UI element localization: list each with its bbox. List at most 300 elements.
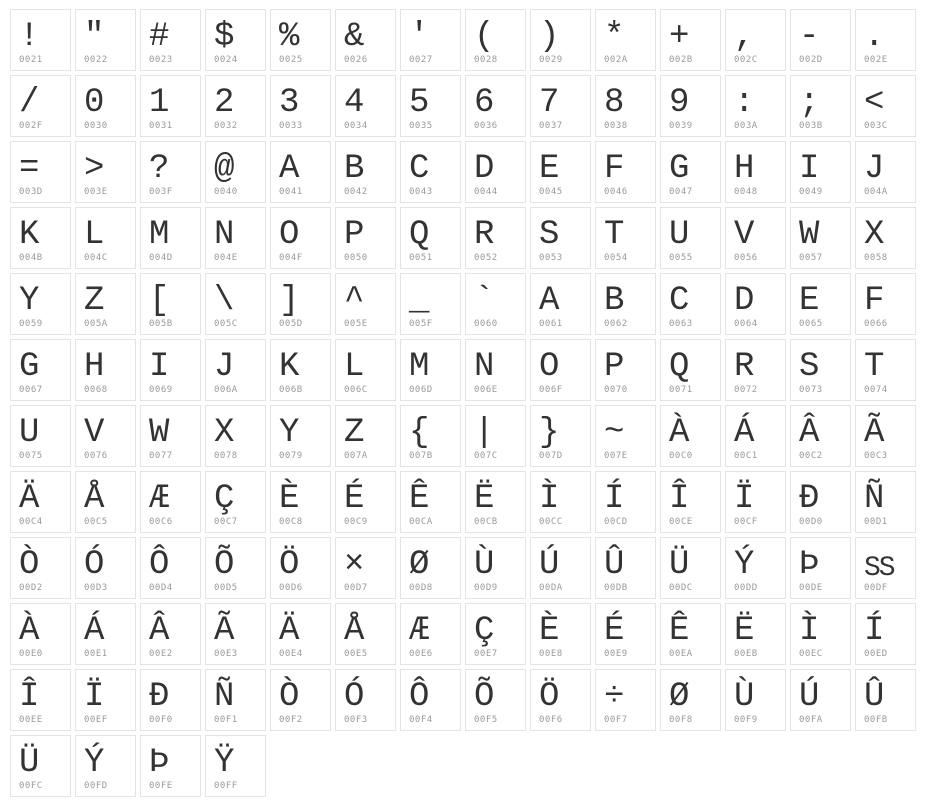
glyph-code: 003B xyxy=(799,121,823,131)
glyph-cell xyxy=(270,339,331,401)
glyph-cell xyxy=(205,339,266,401)
glyph-cell xyxy=(10,273,71,335)
glyph: \ xyxy=(214,281,235,320)
glyph-cell xyxy=(465,405,526,467)
glyph-code: 00D1 xyxy=(864,517,888,527)
glyph: È xyxy=(539,611,560,650)
glyph-cell xyxy=(855,9,916,71)
glyph: Ì xyxy=(539,479,560,518)
glyph-cell xyxy=(530,405,591,467)
glyph: B xyxy=(604,281,625,320)
glyph: Ë xyxy=(734,611,755,650)
glyph-cell xyxy=(855,405,916,467)
glyph-code: 00CA xyxy=(409,517,433,527)
glyph: V xyxy=(84,413,105,452)
glyph-cell xyxy=(270,537,331,599)
glyph: . xyxy=(864,17,885,56)
glyph-cell xyxy=(660,9,721,71)
glyph: 7 xyxy=(539,83,560,122)
glyph-code: 007E xyxy=(604,451,628,461)
glyph: = xyxy=(19,149,40,188)
glyph-cell xyxy=(855,339,916,401)
glyph: Õ xyxy=(474,677,495,716)
glyph: ) xyxy=(539,17,560,56)
glyph-cell xyxy=(335,207,396,269)
glyph-code: 00DE xyxy=(799,583,823,593)
glyph-code: 007D xyxy=(539,451,563,461)
glyph: N xyxy=(214,215,235,254)
glyph-code: 00D6 xyxy=(279,583,303,593)
glyph-code: 002E xyxy=(864,55,888,65)
glyph-code: 005B xyxy=(149,319,173,329)
glyph: P xyxy=(344,215,365,254)
glyph-code: 00E2 xyxy=(149,649,173,659)
glyph: U xyxy=(669,215,690,254)
glyph-code: 003A xyxy=(734,121,758,131)
glyph-code: 0067 xyxy=(19,385,43,395)
glyph: U xyxy=(19,413,40,452)
glyph-cell xyxy=(595,75,656,137)
glyph: Ê xyxy=(409,479,430,518)
glyph: # xyxy=(149,17,170,56)
glyph-cell xyxy=(790,405,851,467)
glyph-code: 0042 xyxy=(344,187,368,197)
glyph-code: 00CC xyxy=(539,517,563,527)
glyph-cell xyxy=(725,75,786,137)
glyph: ÷ xyxy=(604,677,625,716)
glyph-cell xyxy=(660,273,721,335)
glyph-cell xyxy=(400,471,461,533)
glyph: Ô xyxy=(149,545,170,584)
glyph-code: 0047 xyxy=(669,187,693,197)
glyph-cell xyxy=(400,669,461,731)
glyph: Ý xyxy=(84,743,105,782)
glyph-code: 006C xyxy=(344,385,368,395)
glyph-code: 0065 xyxy=(799,319,823,329)
glyph-code: 00ED xyxy=(864,649,888,659)
glyph-code: 0062 xyxy=(604,319,628,329)
glyph-code: 003F xyxy=(149,187,173,197)
glyph-code: 0078 xyxy=(214,451,238,461)
glyph-cell xyxy=(140,537,201,599)
glyph: R xyxy=(734,347,755,386)
glyph: Ö xyxy=(279,545,300,584)
glyph-cell xyxy=(205,405,266,467)
glyph: { xyxy=(409,413,430,452)
glyph-code: 0021 xyxy=(19,55,43,65)
glyph-code: 00F9 xyxy=(734,715,758,725)
glyph: O xyxy=(279,215,300,254)
glyph: S xyxy=(799,347,820,386)
glyph-cell xyxy=(75,735,136,797)
glyph-cell xyxy=(75,207,136,269)
glyph: ` xyxy=(474,281,495,320)
glyph: G xyxy=(19,347,40,386)
glyph-code: 0049 xyxy=(799,187,823,197)
glyph-code: 0040 xyxy=(214,187,238,197)
glyph-cell xyxy=(530,669,591,731)
glyph-code: 0059 xyxy=(19,319,43,329)
glyph: $ xyxy=(214,17,235,56)
glyph: Ð xyxy=(799,479,820,518)
glyph-code: 0029 xyxy=(539,55,563,65)
glyph: B xyxy=(344,149,365,188)
glyph: : xyxy=(734,83,755,122)
glyph-cell xyxy=(790,603,851,665)
glyph-code: 00FD xyxy=(84,781,108,791)
glyph-code: 004A xyxy=(864,187,888,197)
glyph-code: 00C7 xyxy=(214,517,238,527)
glyph-cell xyxy=(465,537,526,599)
glyph-cell xyxy=(595,9,656,71)
glyph-code: 00E0 xyxy=(19,649,43,659)
glyph-cell xyxy=(205,537,266,599)
glyph-cell xyxy=(75,9,136,71)
glyph-cell xyxy=(75,75,136,137)
glyph-cell xyxy=(205,273,266,335)
glyph-code: 00F6 xyxy=(539,715,563,725)
glyph: | xyxy=(474,413,495,452)
glyph-cell xyxy=(75,603,136,665)
glyph-cell xyxy=(270,471,331,533)
glyph-code: 0053 xyxy=(539,253,563,263)
glyph-cell xyxy=(660,537,721,599)
glyph-code: 00DA xyxy=(539,583,563,593)
glyph-cell xyxy=(400,141,461,203)
glyph-code: 00EC xyxy=(799,649,823,659)
glyph-cell xyxy=(660,339,721,401)
glyph: Ù xyxy=(474,545,495,584)
glyph: Í xyxy=(864,611,885,650)
glyph-code: 004C xyxy=(84,253,108,263)
glyph: J xyxy=(864,149,885,188)
glyph-code: 002F xyxy=(19,121,43,131)
glyph: & xyxy=(344,17,365,56)
glyph: Ã xyxy=(864,413,885,452)
glyph-cell xyxy=(10,9,71,71)
glyph-cell xyxy=(270,207,331,269)
glyph-cell xyxy=(270,273,331,335)
glyph-code: 00F4 xyxy=(409,715,433,725)
glyph: - xyxy=(799,17,820,56)
glyph-cell xyxy=(140,735,201,797)
glyph: Á xyxy=(734,413,755,452)
glyph: Î xyxy=(669,479,690,518)
glyph: K xyxy=(19,215,40,254)
glyph-code: 00D9 xyxy=(474,583,498,593)
glyph-cell xyxy=(10,75,71,137)
glyph-cell xyxy=(140,141,201,203)
glyph: L xyxy=(344,347,365,386)
glyph: Þ xyxy=(149,743,170,782)
glyph-cell xyxy=(595,405,656,467)
glyph-cell xyxy=(855,603,916,665)
glyph: I xyxy=(799,149,820,188)
glyph-code: 00F2 xyxy=(279,715,303,725)
glyph: @ xyxy=(214,149,235,188)
glyph-code: 00F5 xyxy=(474,715,498,725)
glyph-code: 00D8 xyxy=(409,583,433,593)
glyph-code: 00C6 xyxy=(149,517,173,527)
glyph-cell xyxy=(660,207,721,269)
glyph-code: 005A xyxy=(84,319,108,329)
glyph: × xyxy=(344,545,365,584)
glyph: , xyxy=(734,17,755,56)
glyph-code: 0025 xyxy=(279,55,303,65)
glyph: E xyxy=(539,149,560,188)
glyph: Ç xyxy=(214,479,235,518)
glyph: Ç xyxy=(474,611,495,650)
glyph-cell xyxy=(140,273,201,335)
glyph: Ô xyxy=(409,677,430,716)
glyph: Û xyxy=(604,545,625,584)
glyph-code: 002B xyxy=(669,55,693,65)
glyph-code: 0073 xyxy=(799,385,823,395)
glyph-code: 0077 xyxy=(149,451,173,461)
glyph: R xyxy=(474,215,495,254)
glyph-code: 00EE xyxy=(19,715,43,725)
glyph-cell xyxy=(140,207,201,269)
glyph-cell xyxy=(725,9,786,71)
glyph-cell xyxy=(465,9,526,71)
glyph-code: 00F3 xyxy=(344,715,368,725)
glyph: G xyxy=(669,149,690,188)
glyph-code: 00F1 xyxy=(214,715,238,725)
glyph: Z xyxy=(344,413,365,452)
glyph-code: 00D3 xyxy=(84,583,108,593)
glyph-code: 006E xyxy=(474,385,498,395)
glyph: Ý xyxy=(734,545,755,584)
glyph-cell xyxy=(790,207,851,269)
glyph-cell xyxy=(595,141,656,203)
glyph: 3 xyxy=(279,83,300,122)
glyph-cell xyxy=(335,75,396,137)
glyph: X xyxy=(214,413,235,452)
glyph-code: 00E9 xyxy=(604,649,628,659)
glyph-cell xyxy=(205,75,266,137)
glyph-cell xyxy=(270,669,331,731)
glyph-cell xyxy=(725,207,786,269)
glyph-cell xyxy=(335,9,396,71)
glyph: Ì xyxy=(799,611,820,650)
glyph-cell xyxy=(855,207,916,269)
glyph-cell xyxy=(270,9,331,71)
glyph-cell xyxy=(790,141,851,203)
glyph-cell xyxy=(400,75,461,137)
glyph-cell xyxy=(400,273,461,335)
glyph-code: 006D xyxy=(409,385,433,395)
glyph: Æ xyxy=(149,479,170,518)
glyph: Ù xyxy=(734,677,755,716)
glyph-code: 0048 xyxy=(734,187,758,197)
glyph: A xyxy=(539,281,560,320)
glyph: É xyxy=(604,611,625,650)
glyph-cell xyxy=(140,405,201,467)
glyph: À xyxy=(19,611,40,650)
glyph: Ð xyxy=(149,677,170,716)
glyph-code: 00C1 xyxy=(734,451,758,461)
glyph-code: 0031 xyxy=(149,121,173,131)
glyph: C xyxy=(669,281,690,320)
glyph-cell xyxy=(465,603,526,665)
glyph-cell xyxy=(725,669,786,731)
glyph-code: 0026 xyxy=(344,55,368,65)
glyph-code: 006B xyxy=(279,385,303,395)
glyph-code: 0034 xyxy=(344,121,368,131)
glyph-cell xyxy=(595,603,656,665)
glyph-cell xyxy=(790,471,851,533)
glyph: P xyxy=(604,347,625,386)
glyph: ? xyxy=(149,149,170,188)
glyph-cell xyxy=(530,537,591,599)
glyph: Ã xyxy=(214,611,235,650)
glyph-code: 004B xyxy=(19,253,43,263)
glyph: Á xyxy=(84,611,105,650)
glyph: ' xyxy=(409,17,430,56)
glyph-code: 00FC xyxy=(19,781,43,791)
glyph-code: 0070 xyxy=(604,385,628,395)
glyph-cell xyxy=(595,471,656,533)
glyph-code: 0045 xyxy=(539,187,563,197)
glyph: % xyxy=(279,17,300,56)
glyph-code: 00E8 xyxy=(539,649,563,659)
glyph-code: 00D0 xyxy=(799,517,823,527)
glyph-cell xyxy=(10,405,71,467)
glyph-code: 0071 xyxy=(669,385,693,395)
glyph-code: 0046 xyxy=(604,187,628,197)
glyph-code: 0022 xyxy=(84,55,108,65)
glyph: Û xyxy=(864,677,885,716)
glyph-cell xyxy=(205,9,266,71)
glyph-code: 0079 xyxy=(279,451,303,461)
glyph: É xyxy=(344,479,365,518)
glyph-cell xyxy=(790,9,851,71)
glyph: / xyxy=(19,83,40,122)
glyph-code: 00E1 xyxy=(84,649,108,659)
glyph: Ä xyxy=(19,479,40,518)
glyph-code: 00FA xyxy=(799,715,823,725)
glyph: W xyxy=(149,413,170,452)
glyph: _ xyxy=(409,281,430,320)
glyph-cell xyxy=(465,141,526,203)
glyph-cell xyxy=(725,273,786,335)
glyph-cell xyxy=(530,273,591,335)
glyph: D xyxy=(474,149,495,188)
glyph-code: 00CD xyxy=(604,517,628,527)
glyph-cell xyxy=(75,339,136,401)
glyph: Ü xyxy=(669,545,690,584)
glyph-cell xyxy=(465,75,526,137)
glyph: 6 xyxy=(474,83,495,122)
glyph-code: 00F8 xyxy=(669,715,693,725)
glyph-code: 00C5 xyxy=(84,517,108,527)
glyph: L xyxy=(84,215,105,254)
glyph: A xyxy=(279,149,300,188)
glyph: Y xyxy=(19,281,40,320)
glyph-cell xyxy=(595,537,656,599)
glyph: Î xyxy=(19,677,40,716)
glyph-cell xyxy=(790,273,851,335)
glyph-cell xyxy=(140,669,201,731)
glyph: * xyxy=(604,17,625,56)
glyph-code: 007C xyxy=(474,451,498,461)
glyph: Ò xyxy=(279,677,300,716)
glyph-cell xyxy=(855,141,916,203)
glyph-code: 0038 xyxy=(604,121,628,131)
glyph: Ø xyxy=(409,545,430,584)
glyph-code: 002A xyxy=(604,55,628,65)
glyph-code: 00CB xyxy=(474,517,498,527)
glyph-code: 0055 xyxy=(669,253,693,263)
glyph-cell xyxy=(270,603,331,665)
glyph-cell xyxy=(660,405,721,467)
glyph-cell xyxy=(400,207,461,269)
glyph-code: 00CF xyxy=(734,517,758,527)
glyph: Y xyxy=(279,413,300,452)
glyph-cell xyxy=(75,471,136,533)
glyph-code: 0030 xyxy=(84,121,108,131)
glyph-code: 0064 xyxy=(734,319,758,329)
glyph-cell xyxy=(400,537,461,599)
glyph-cell xyxy=(530,207,591,269)
glyph: F xyxy=(604,149,625,188)
glyph: T xyxy=(604,215,625,254)
glyph: + xyxy=(669,17,690,56)
glyph-code: 007B xyxy=(409,451,433,461)
glyph-cell xyxy=(270,141,331,203)
glyph-code: 003D xyxy=(19,187,43,197)
glyph-cell xyxy=(335,141,396,203)
glyph-code: 00FE xyxy=(149,781,173,791)
glyph: Ÿ xyxy=(214,743,235,782)
glyph: Ï xyxy=(84,677,105,716)
glyph-cell xyxy=(205,735,266,797)
glyph-code: 0060 xyxy=(474,319,498,329)
glyph-code: 00D4 xyxy=(149,583,173,593)
glyph-code: 00DD xyxy=(734,583,758,593)
glyph: Ó xyxy=(84,545,105,584)
glyph-code: 00C2 xyxy=(799,451,823,461)
glyph-code: 0036 xyxy=(474,121,498,131)
glyph: ( xyxy=(474,17,495,56)
glyph-cell xyxy=(10,471,71,533)
glyph: Þ xyxy=(799,545,820,584)
glyph-cell xyxy=(75,405,136,467)
glyph-code: 0023 xyxy=(149,55,173,65)
glyph: À xyxy=(669,413,690,452)
glyph: > xyxy=(84,149,105,188)
glyph: Í xyxy=(604,479,625,518)
glyph: Å xyxy=(344,611,365,650)
glyph-cell xyxy=(790,339,851,401)
glyph: SS xyxy=(864,552,894,584)
glyph: Ö xyxy=(539,677,560,716)
glyph: Â xyxy=(149,611,170,650)
glyph-code: 00C0 xyxy=(669,451,693,461)
glyph-cell xyxy=(400,603,461,665)
glyph: È xyxy=(279,479,300,518)
glyph-cell xyxy=(595,339,656,401)
glyph-code: 003E xyxy=(84,187,108,197)
glyph: ^ xyxy=(344,281,365,320)
glyph-cell xyxy=(75,669,136,731)
glyph-code: 005C xyxy=(214,319,238,329)
glyph-code: 0044 xyxy=(474,187,498,197)
glyph-code: 005D xyxy=(279,319,303,329)
glyph: 5 xyxy=(409,83,430,122)
glyph-code: 0043 xyxy=(409,187,433,197)
glyph: M xyxy=(149,215,170,254)
